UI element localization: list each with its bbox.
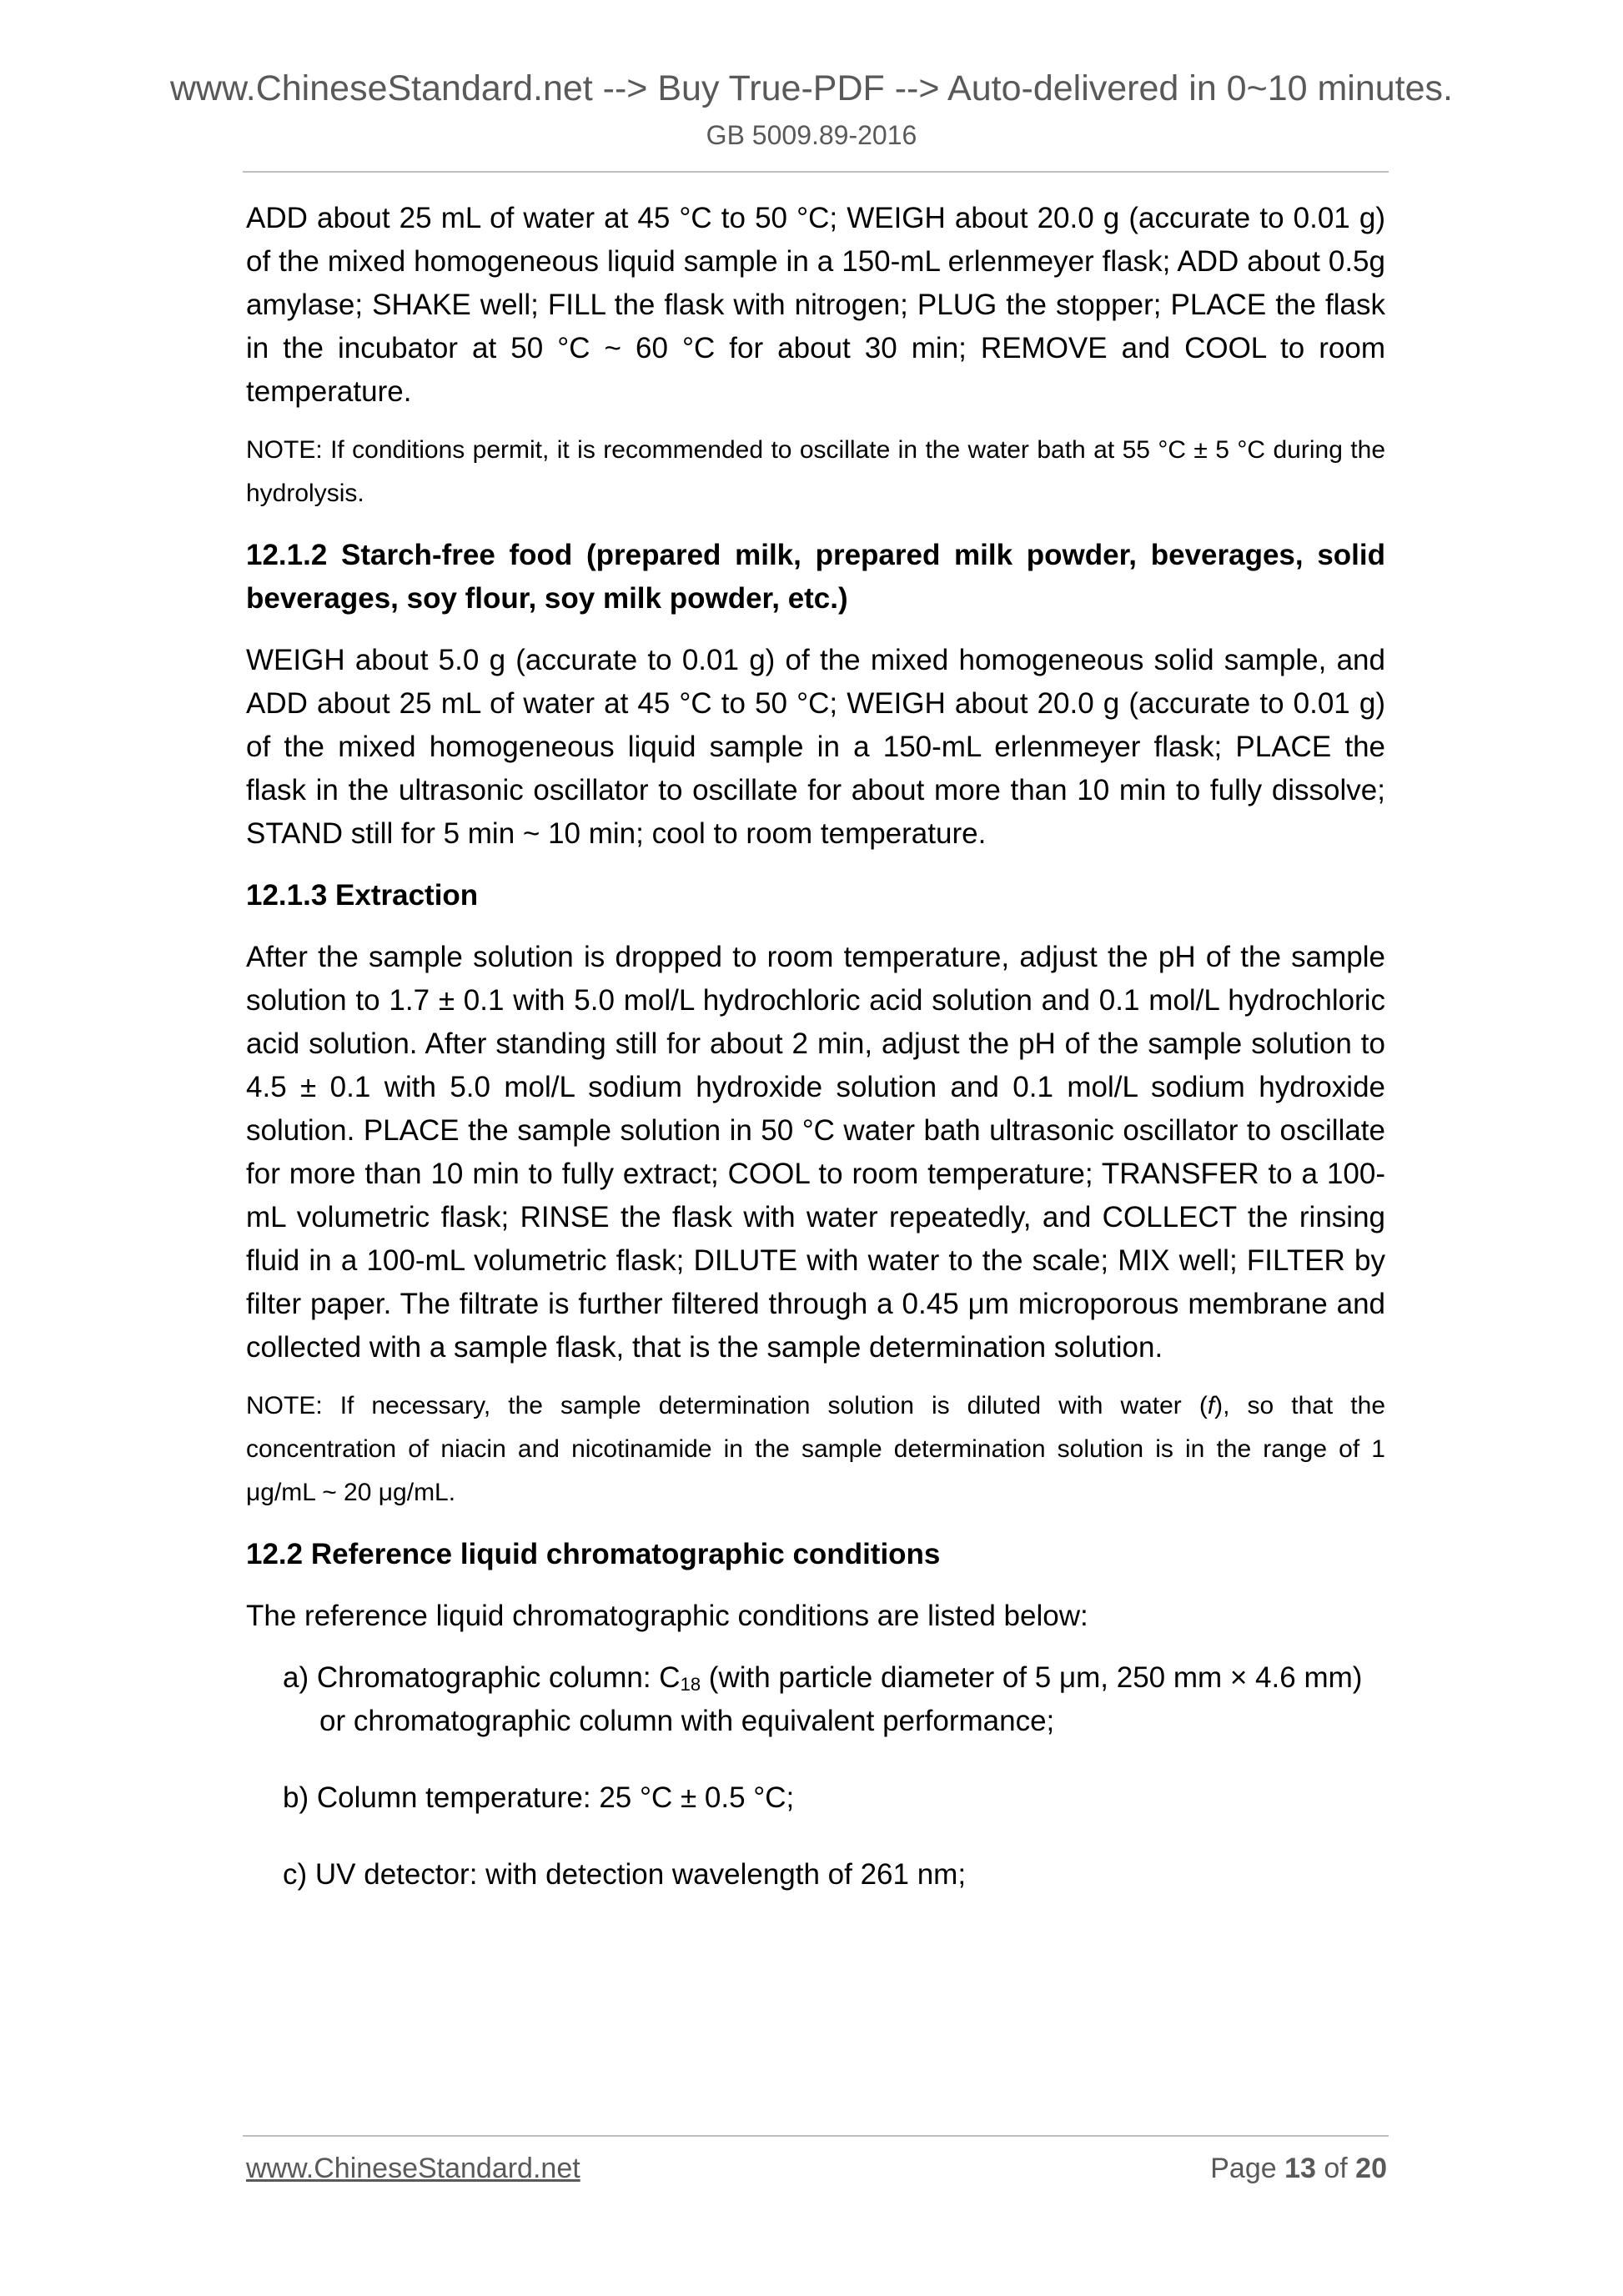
list-item-c: c) UV detector: with detection wavelength of 261 nm; [283,1858,967,1891]
heading-12-2: 12.2 Reference liquid chromatographic conditions [246,1538,941,1570]
note-water-bath: NOTE: If conditions permit, it is recommended to oscillate in the water bath at 55 °C ± 5 °C during the hydrolysis. [246,436,1385,507]
paragraph-extraction: After the sample solution is dropped to room temperature, adjust the pH of the sample solution to 1.7 ± 0.1 with 5.0 mol/L hydrochloric acid solution and 0.1 mol/L hydrochloric acid solution. After standing still for about 2 min, adjust the pH of the sample solution to 4.5 ± 0.1 with 5.0 mol/L sodium hydroxide solution and 0.1 mol/L sodium hydroxide solution. PLACE the sample solution in 50 °C water bath ultrasonic oscillator to oscillate for more than 10 min to fully extract; COOL to room temperature; TRANSFER to a 100-mL volumetric flask; RINSE the flask with water repeatedly, and COLLECT the rinsing fluid in a 100-mL volumetric flask; DILUTE with water to the scale; MIX well; FILTER by filter paper. The filtrate is further filtered through a 0.45 μm microporous membrane and collected with a sample flask, that is the sample determination solution. [246,941,1385,1364]
heading-12-1-3: 12.1.3 Extraction [246,879,479,912]
note-dilution [246,1384,1385,1515]
header-divider [243,171,1389,173]
footer-divider [243,2135,1389,2137]
list-item-a-subscript: 18 [680,1674,701,1695]
paragraph-starch-free: WEIGH about 5.0 g (accurate to 0.01 g) of the mixed homogeneous solid sample, and ADD about 25 mL of water at 45 °C to 50 °C; WEIGH about 20.0 g (accurate to 0.01 g) of the mixed homogeneous liquid sample in a 150-mL erlenmeyer flask; PLACE the flask in the ultrasonic oscillator to oscillate for about more than 10 min to fully dissolve; STAND still for 5 min ~ 10 min; cool to room temperature. [246,644,1385,850]
paragraph-hydrolysis: ADD about 25 mL of water at 45 °C to 50 °C; WEIGH about 20.0 g (accurate to 0.01 g) of the mixed homogeneous liquid sample in a 150-mL erlenmeyer flask; ADD about 0.5g amylase; SHAKE well; FILL the flask with nitrogen; PLUG the stopper; PLACE the flask in the incubator at 50 °C ~ 60 °C for about 30 min; REMOVE and COOL to room temperature. [246,202,1385,408]
document-body [246,197,1385,1897]
footer-website-link[interactable]: www.ChineseStandard.net [246,2153,580,2184]
page-label: Page [1210,2153,1285,2184]
dilution-factor-symbol: f [1207,1392,1215,1419]
header-banner: www.ChineseStandard.net --> Buy True-PDF --> Auto-delivered in 0~10 minutes. [169,68,1453,108]
list-item-a-text-1: a) Chromatographic column: C [283,1661,681,1694]
page-total: 20 [1355,2153,1387,2184]
page-of-label: of [1315,2153,1356,2184]
standard-code: GB 5009.89-2016 [706,120,917,150]
paragraph-conditions-intro: The reference liquid chromatographic conditions are listed below: [246,1600,1088,1632]
note-dilution-text-1: NOTE: If necessary, the sample determination solution is diluted with water ( [246,1392,1208,1419]
page-current: 13 [1284,2153,1316,2184]
list-item-b: b) Column temperature: 25 °C ± 0.5 °C; [283,1781,795,1814]
list-item-a [246,1656,1385,1743]
note-dilution-text-2: ), so that the concentration of niacin and nicotinamide in the sample determination solution is in the range of 1 μg/mL ~ 20 μg/mL. [246,1392,1386,1506]
page-number [1210,2150,1387,2187]
list-item-a-text-2: (with particle diameter of 5 μm, 250 mm × 4.6 mm) or chromatographic column with equivalent performance; [319,1661,1363,1737]
heading-12-1-2: 12.1.2 Starch-free food (prepared milk, prepared milk powder, beverages, solid beverages, soy flour, soy milk powder, etc.) [246,539,1385,615]
